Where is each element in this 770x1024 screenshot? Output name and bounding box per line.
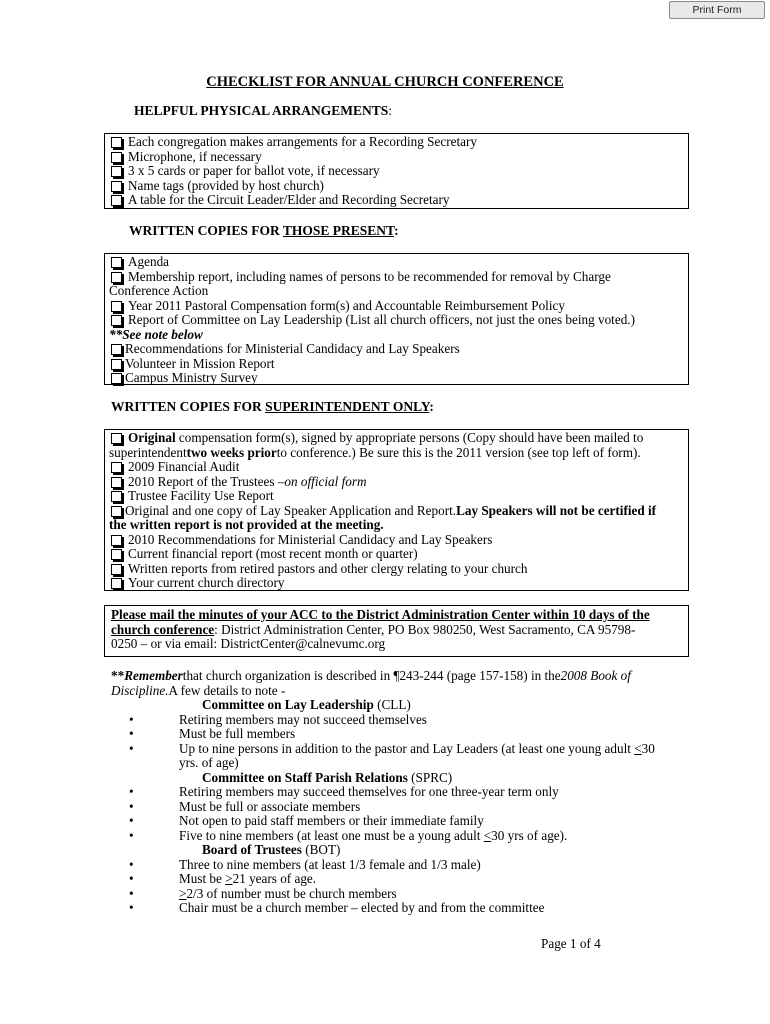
checklist-item: Name tags (provided by host church) — [109, 179, 684, 194]
section-heading-superintendent: WRITTEN COPIES FOR SUPERINTENDENT ONLY: — [111, 399, 434, 414]
bullet-icon: • — [129, 900, 134, 915]
list-item: • Must be >21 years of age. — [129, 871, 317, 886]
bot-heading: Board of Trustees (BOT) — [202, 842, 341, 857]
checklist-item-continuation: superintendent two weeks prior to conference.) Be sure this is the 2011 version (see top left of form). — [109, 444, 641, 460]
checkbox-icon[interactable] — [111, 549, 122, 560]
checklist-item: Agenda — [109, 255, 684, 270]
those-present-box — [104, 253, 689, 385]
mail-line-1: Please mail the minutes of your ACC to the District Administration Center within 10 days of the — [111, 607, 650, 622]
checkbox-icon[interactable] — [111, 166, 122, 177]
checkbox-icon[interactable] — [111, 344, 122, 355]
checklist-item: Trustee Facility Use Report — [109, 489, 684, 504]
checklist-item: A table for the Circuit Leader/Elder and Recording Secretary — [109, 193, 684, 208]
list-item: • Must be full members — [129, 726, 296, 741]
remember-line-2: Discipline. A few details to note - — [111, 682, 286, 698]
checkbox-icon[interactable] — [111, 373, 122, 384]
checkbox-icon[interactable] — [111, 257, 122, 268]
checklist-item: 3 x 5 cards or paper for ballot vote, if necessary — [109, 164, 684, 179]
remember-line-1: ** Remember that church organization is described in ¶243-244 (page 157-158) in the 2008 Book of — [111, 668, 631, 683]
checklist-item: Year 2011 Pastoral Compensation form(s) and Accountable Reimbursement Policy — [109, 299, 684, 314]
committee-lists — [113, 698, 713, 916]
bullet-icon: • — [129, 885, 134, 901]
physical-arrangements-box — [104, 133, 689, 209]
checklist-item: Report of Committee on Lay Leadership (List all church officers, not just the ones being voted.) — [109, 313, 684, 328]
list-item: • Three to nine members (at least 1/3 female and 1/3 male) — [129, 856, 481, 872]
checkbox-icon[interactable] — [111, 137, 122, 148]
checkbox-icon[interactable] — [111, 578, 122, 589]
checklist-item: 2010 Report of the Trustees – on official form — [109, 475, 684, 490]
checkbox-icon[interactable] — [111, 491, 122, 502]
checklist-item: Written reports from retired pastors and other clergy relating to your church — [109, 562, 684, 577]
checklist-item: Original and one copy of Lay Speaker Application and Report. Lay Speakers will not be certified if — [109, 504, 684, 519]
checkbox-icon[interactable] — [111, 564, 122, 575]
list-item: • Up to nine persons in addition to the pastor and Lay Leaders (at least one young adult <30 — [129, 740, 655, 756]
checklist-item: Current financial report (most recent month or quarter) — [109, 547, 684, 562]
checklist-item-continuation: Conference Action — [109, 283, 209, 298]
checklist-item: 2010 Recommendations for Ministerial Candidacy and Lay Speakers — [109, 533, 684, 548]
list-item: • Retiring members may not succeed themselves — [129, 711, 427, 727]
list-item: • Not open to paid staff members or their immediate family — [129, 813, 484, 828]
bullet-icon: • — [129, 726, 134, 741]
mail-line-2: church conference : District Administration Center, PO Box 980250, West Sacramento, CA 95798- — [111, 621, 636, 637]
bullet-icon: • — [129, 813, 134, 828]
mail-line-3: 0250 – or via email: DistrictCenter@calnevumc.org — [111, 636, 386, 651]
bullet-icon: • — [129, 856, 134, 872]
checkbox-icon[interactable] — [111, 195, 122, 206]
checklist-item: Original compensation form(s), signed by appropriate persons (Copy should have been mailed to — [109, 431, 684, 446]
list-item: • >2/3 of number must be church members — [129, 885, 397, 901]
list-item: • Must be full or associate members — [129, 798, 361, 814]
page-title: CHECKLIST FOR ANNUAL CHURCH CONFERENCE — [206, 74, 564, 90]
bullet-icon: • — [129, 871, 134, 886]
checklist-item: Each congregation makes arrangements for a Recording Secretary — [109, 135, 684, 150]
checkbox-icon[interactable] — [111, 359, 122, 370]
checklist-item: Volunteer in Mission Report — [109, 357, 684, 372]
mail-minutes-box — [104, 605, 689, 657]
checklist-item: Campus Ministry Survey — [109, 371, 684, 386]
checkbox-icon[interactable] — [111, 315, 122, 326]
remember-paragraph — [111, 669, 691, 698]
checkbox-icon[interactable] — [111, 506, 122, 517]
checkbox-icon[interactable] — [111, 181, 122, 192]
checkbox-icon[interactable] — [111, 152, 122, 163]
checklist-item: Your current church directory — [109, 576, 684, 591]
checkbox-icon[interactable] — [111, 433, 122, 444]
superintendent-box — [104, 429, 689, 591]
list-item: • Chair must be a church member – elected by and from the committee — [129, 900, 545, 915]
checklist-item: Membership report, including names of persons to be recommended for removal by Charge — [109, 270, 684, 285]
checklist-item: 2009 Financial Audit — [109, 460, 684, 475]
checklist-item: Microphone, if necessary — [109, 150, 684, 165]
checkbox-icon[interactable] — [111, 477, 122, 488]
page-number: Page 1 of 4 — [541, 936, 601, 951]
bullet-icon: • — [129, 784, 134, 799]
checkbox-icon[interactable] — [111, 301, 122, 312]
see-note-below: **See note below — [109, 326, 203, 342]
list-item: • Retiring members may succeed themselves for one three-year term only — [129, 784, 559, 799]
bullet-icon: • — [129, 711, 134, 727]
checkbox-icon[interactable] — [111, 535, 122, 546]
checklist-item-continuation: the written report is not provided at the meeting. — [109, 517, 384, 532]
checklist-item: Recommendations for Ministerial Candidacy and Lay Speakers — [109, 342, 684, 357]
checkbox-icon[interactable] — [111, 462, 122, 473]
section-heading-physical: HELPFUL PHYSICAL ARRANGEMENTS: — [134, 103, 393, 118]
sprc-heading: Committee on Staff Parish Relations (SPRC) — [202, 769, 453, 785]
checkbox-icon[interactable] — [111, 272, 122, 283]
section-heading-those-present: WRITTEN COPIES FOR THOSE PRESENT: — [129, 223, 399, 238]
list-item-continuation: yrs. of age) — [179, 755, 239, 770]
cll-heading: Committee on Lay Leadership (CLL) — [202, 697, 411, 712]
bullet-icon: • — [129, 798, 134, 814]
list-item: • Five to nine members (at least one must be a young adult <30 yrs of age). — [129, 827, 568, 843]
print-form-button[interactable]: Print Form — [669, 1, 765, 19]
bullet-icon: • — [129, 740, 134, 756]
bullet-icon: • — [129, 827, 134, 843]
